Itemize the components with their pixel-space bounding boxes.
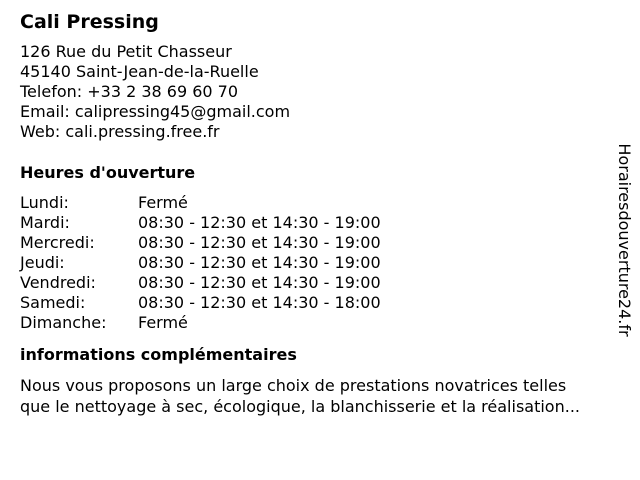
hours-day: Samedi:: [20, 293, 86, 312]
business-name: Cali Pressing: [20, 11, 159, 33]
hours-time: 08:30 - 12:30 et 14:30 - 18:00: [138, 293, 381, 312]
hours-row-saturday: [20, 293, 610, 313]
additional-info-text: [20, 375, 610, 417]
hours-day: Dimanche:: [20, 313, 107, 332]
description-line: Nous vous proposons un large choix de prestations novatrices telles: [20, 376, 567, 395]
hours-time: 08:30 - 12:30 et 14:30 - 19:00: [138, 213, 381, 232]
street-address: 126 Rue du Petit Chasseur: [20, 42, 232, 61]
address-block: [20, 42, 610, 142]
hours-row-monday: [20, 193, 610, 213]
hours-day: Mardi:: [20, 213, 70, 232]
hours-day: Lundi:: [20, 193, 69, 212]
hours-day: Mercredi:: [20, 233, 95, 252]
hours-time: 08:30 - 12:30 et 14:30 - 19:00: [138, 253, 381, 272]
phone-number: Telefon: +33 2 38 69 60 70: [20, 82, 239, 101]
hours-row-friday: [20, 273, 610, 293]
website-address: Web: cali.pressing.free.fr: [20, 122, 220, 141]
business-card: [20, 10, 610, 417]
site-watermark: Horairesdouverture24.fr: [615, 143, 634, 337]
additional-info-heading: informations complémentaires: [20, 345, 297, 364]
hours-day: Vendredi:: [20, 273, 96, 292]
hours-time: Fermé: [138, 193, 188, 212]
hours-row-wednesday: [20, 233, 610, 253]
hours-time: 08:30 - 12:30 et 14:30 - 19:00: [138, 233, 381, 252]
email-address: Email: calipressing45@gmail.com: [20, 102, 291, 121]
hours-row-tuesday: [20, 213, 610, 233]
hours-time: Fermé: [138, 313, 188, 332]
city-address: 45140 Saint-Jean-de-la-Ruelle: [20, 62, 259, 81]
hours-row-thursday: [20, 253, 610, 273]
hours-time: 08:30 - 12:30 et 14:30 - 19:00: [138, 273, 381, 292]
opening-hours-table: [20, 193, 610, 333]
hours-day: Jeudi:: [20, 253, 65, 272]
hours-row-sunday: [20, 313, 610, 333]
opening-hours-heading: Heures d'ouverture: [20, 163, 196, 182]
description-line: que le nettoyage à sec, écologique, la blanchisserie et la réalisation...: [20, 397, 580, 416]
